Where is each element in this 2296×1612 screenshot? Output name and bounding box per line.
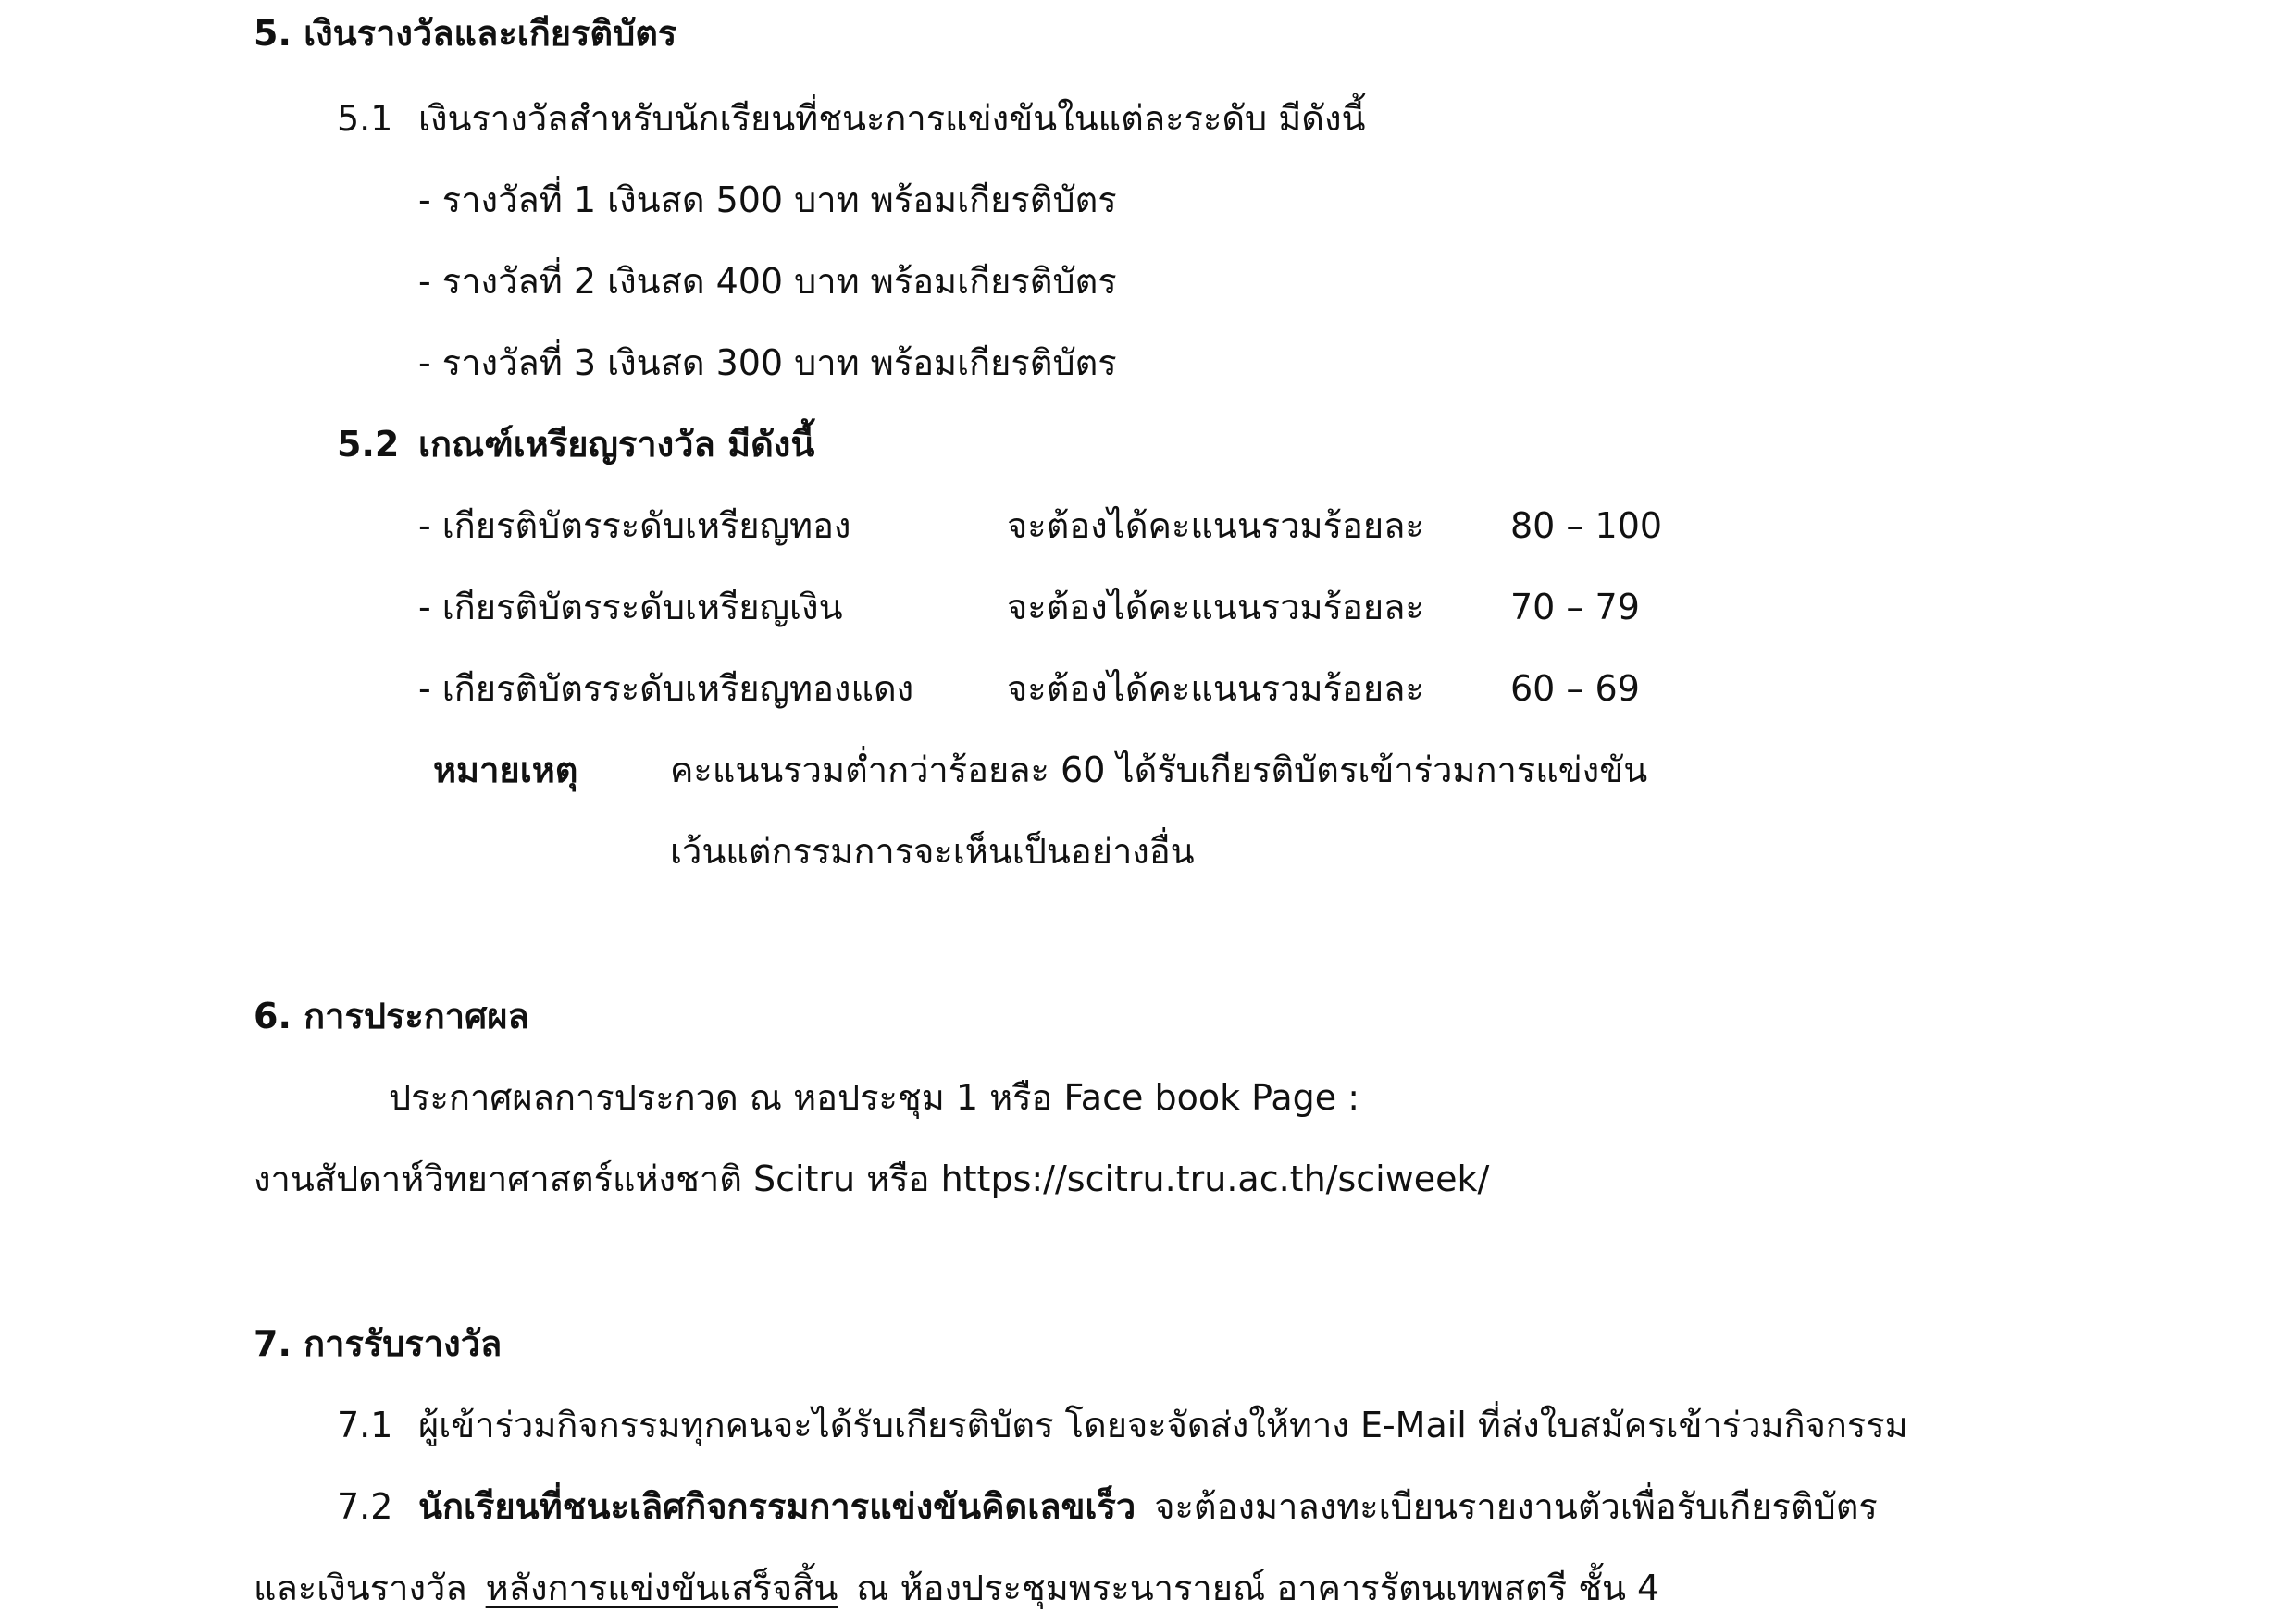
- prize-line-1: - รางวัลที่ 1 เงินสด 500 บาท พร้อมเกียรติบัตร: [418, 180, 1117, 220]
- item-7-1-number: 7.1: [337, 1405, 393, 1445]
- medal-silver-requirement: จะต้องได้คะแนนรวมร้อยละ: [1007, 587, 1424, 627]
- prize-line-2: - รางวัลที่ 2 เงินสด 400 บาท พร้อมเกียรติบัตร: [418, 261, 1117, 302]
- note-label: หมายเหตุ: [433, 750, 578, 790]
- item-5-1-number: 5.1: [337, 98, 393, 139]
- announcement-line-2: งานสัปดาห์วิทยาศาสตร์แห่งชาติ Scitru หรือ https://scitru.tru.ac.th/sciweek/: [254, 1159, 1490, 1199]
- note-line-1: คะแนนรวมต่ำกว่าร้อยละ 60 ได้รับเกียรติบัตรเข้าร่วมการแข่งขัน: [670, 750, 1648, 790]
- item-7-2-line-1: [418, 1482, 1878, 1531]
- item-7-2-line-2-pre: และเงินรางวัล: [254, 1568, 467, 1608]
- item-7-1-text: ผู้เข้าร่วมกิจกรรมทุกคนจะได้รับเกียรติบัตร โดยจะจัดส่งให้ทาง E-Mail ที่ส่งใบสมัครเข้าร่วมกิจกรรม: [418, 1405, 1908, 1445]
- item-5-1-text: เงินรางวัลสำหรับนักเรียนที่ชนะการแข่งขันในแต่ละระดับ มีดังนี้: [418, 98, 1366, 139]
- medal-bronze-range: 60 – 69: [1510, 668, 1640, 709]
- prize-line-3: - รางวัลที่ 3 เงินสด 300 บาท พร้อมเกียรติบัตร: [418, 342, 1117, 383]
- note-line-2: เว้นแต่กรรมการจะเห็นเป็นอย่างอื่น: [670, 831, 1195, 872]
- medal-gold-name: - เกียรติบัตรระดับเหรียญทอง: [418, 505, 851, 546]
- item-7-2-underlined-text: หลังการแข่งขันเสร็จสิ้น: [485, 1568, 838, 1608]
- section-7-heading: 7. การรับรางวัล: [254, 1323, 503, 1364]
- item-7-2-bold-text: นักเรียนที่ชนะเลิศกิจกรรมการแข่งขันคิดเลขเร็ว: [418, 1486, 1136, 1527]
- item-5-2-number: 5.2: [337, 424, 400, 465]
- item-7-2-rest-text: จะต้องมาลงทะเบียนรายงานตัวเพื่อรับเกียรติบัตร: [1154, 1486, 1878, 1527]
- announcement-line-1: ประกาศผลการประกวด ณ หอประชุม 1 หรือ Face book Page :: [389, 1077, 1360, 1118]
- section-5-heading: 5. เงินรางวัลและเกียรติบัตร: [254, 13, 677, 54]
- item-5-2-text: เกณฑ์เหรียญรางวัล มีดังนี้: [418, 424, 815, 465]
- medal-silver-name: - เกียรติบัตรระดับเหรียญเงิน: [418, 587, 843, 627]
- medal-bronze-requirement: จะต้องได้คะแนนรวมร้อยละ: [1007, 668, 1424, 709]
- item-7-2-number: 7.2: [337, 1486, 393, 1527]
- medal-gold-range: 80 – 100: [1510, 505, 1663, 546]
- medal-silver-range: 70 – 79: [1510, 587, 1640, 627]
- medal-bronze-name: - เกียรติบัตรระดับเหรียญทองแดง: [418, 668, 914, 709]
- section-6-heading: 6. การประกาศผล: [254, 996, 529, 1036]
- medal-gold-requirement: จะต้องได้คะแนนรวมร้อยละ: [1007, 505, 1424, 546]
- item-7-2-line-2: [254, 1564, 1659, 1612]
- item-7-2-line-2-post: ณ ห้องประชุมพระนารายณ์ อาคารรัตนเทพสตรี ชั้น 4: [856, 1568, 1660, 1608]
